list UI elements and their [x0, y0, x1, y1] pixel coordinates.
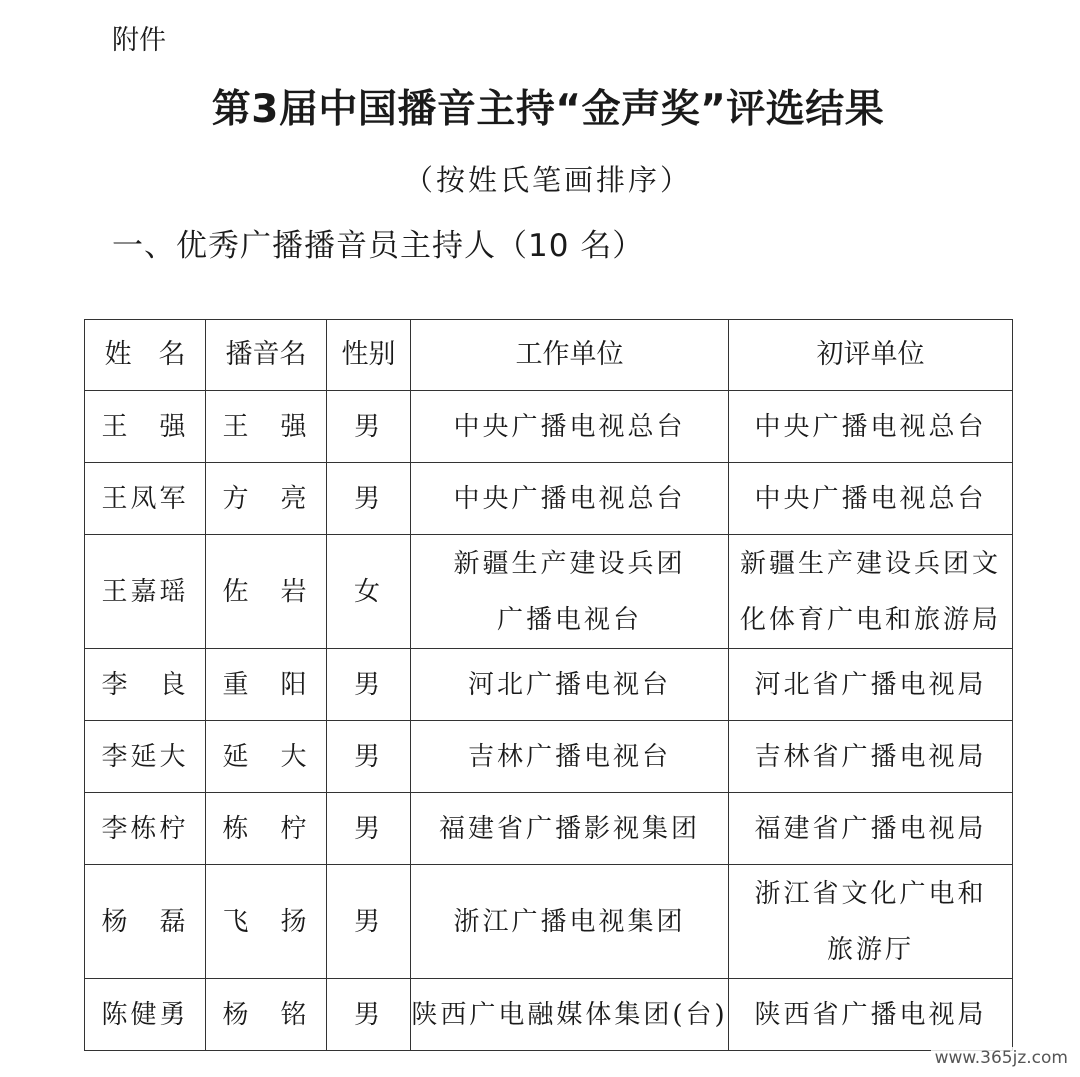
cell-name: 杨 磊	[85, 865, 206, 979]
cell-broadcast-name: 方 亮	[206, 463, 327, 535]
cell-broadcast-name: 杨 铭	[206, 979, 327, 1051]
table-row	[85, 649, 1013, 721]
table-row	[85, 463, 1013, 535]
cell-review-unit: 中央广播电视总台	[729, 391, 1013, 463]
table-row	[85, 391, 1013, 463]
section-heading: 一、优秀广播播音员主持人（10 名）	[112, 228, 645, 264]
cell-gender: 男	[327, 649, 411, 721]
cell-work-unit: 新疆生产建设兵团 广播电视台	[411, 535, 729, 649]
results-table	[84, 319, 1013, 1051]
cell-broadcast-name: 王 强	[206, 391, 327, 463]
cell-name: 陈健勇	[85, 979, 206, 1051]
cell-broadcast-name: 重 阳	[206, 649, 327, 721]
cell-gender: 男	[327, 793, 411, 865]
cell-work-unit: 中央广播电视总台	[411, 391, 729, 463]
cell-review-unit: 吉林省广播电视局	[729, 721, 1013, 793]
cell-broadcast-name: 飞 扬	[206, 865, 327, 979]
page-subtitle: （按姓氏笔画排序）	[403, 163, 692, 197]
cell-review-unit: 福建省广播电视局	[729, 793, 1013, 865]
cell-work-unit: 陕西广电融媒体集团(台)	[411, 979, 729, 1051]
cell-gender: 男	[327, 463, 411, 535]
cell-name: 王嘉瑶	[85, 535, 206, 649]
cell-broadcast-name: 佐 岩	[206, 535, 327, 649]
header-gender: 性别	[327, 320, 411, 391]
table-body	[85, 391, 1013, 1051]
cell-review-unit: 陕西省广播电视局	[729, 979, 1013, 1051]
cell-gender: 女	[327, 535, 411, 649]
watermark: www.365jz.com	[931, 1047, 1072, 1069]
cell-work-unit: 吉林广播电视台	[411, 721, 729, 793]
header-work-unit: 工作单位	[411, 320, 729, 391]
cell-review-unit: 新疆生产建设兵团文 化体育广电和旅游局	[729, 535, 1013, 649]
cell-gender: 男	[327, 391, 411, 463]
cell-review-unit: 浙江省文化广电和 旅游厅	[729, 865, 1013, 979]
cell-gender: 男	[327, 721, 411, 793]
table-row	[85, 721, 1013, 793]
table-row	[85, 979, 1013, 1051]
cell-work-unit: 中央广播电视总台	[411, 463, 729, 535]
cell-review-unit: 中央广播电视总台	[729, 463, 1013, 535]
cell-broadcast-name: 栋 柠	[206, 793, 327, 865]
cell-broadcast-name: 延 大	[206, 721, 327, 793]
cell-name: 李 良	[85, 649, 206, 721]
table-row	[85, 535, 1013, 649]
cell-work-unit: 浙江广播电视集团	[411, 865, 729, 979]
cell-gender: 男	[327, 979, 411, 1051]
table-row	[85, 793, 1013, 865]
cell-work-unit: 河北广播电视台	[411, 649, 729, 721]
cell-work-unit: 福建省广播影视集团	[411, 793, 729, 865]
cell-name: 李延大	[85, 721, 206, 793]
table-header-row	[85, 320, 1013, 391]
attachment-label: 附件	[112, 25, 166, 56]
header-name: 姓 名	[85, 320, 206, 391]
cell-name: 李栋柠	[85, 793, 206, 865]
cell-gender: 男	[327, 865, 411, 979]
table-row	[85, 865, 1013, 979]
cell-name: 王凤军	[85, 463, 206, 535]
cell-review-unit: 河北省广播电视局	[729, 649, 1013, 721]
page-title: 第3届中国播音主持“金声奖”评选结果	[211, 87, 885, 132]
header-review-unit: 初评单位	[729, 320, 1013, 391]
header-broadcast-name: 播音名	[206, 320, 327, 391]
cell-name: 王 强	[85, 391, 206, 463]
